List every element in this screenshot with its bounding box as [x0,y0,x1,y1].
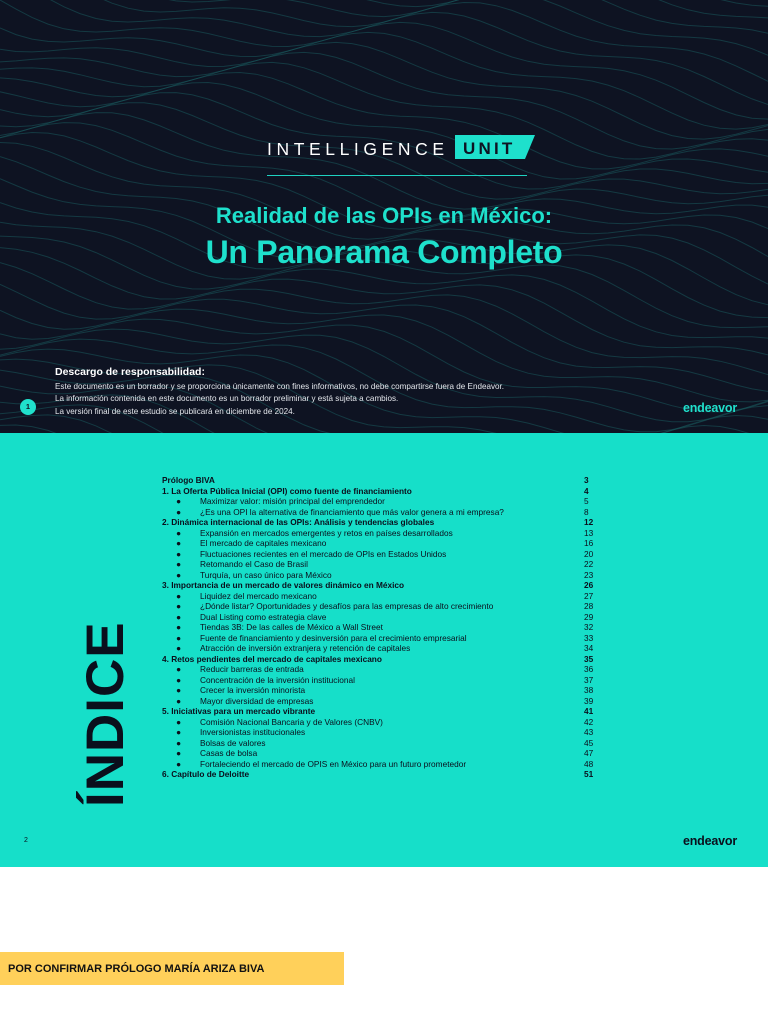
disclaimer-line: Este documento es un borrador y se proporciona únicamente con fines informativos, no debe compartirse fuera de Endeavor. [55,382,505,391]
bullet-icon: ● [176,727,182,737]
toc-subsection-row [162,612,602,623]
toc-entry-label: 5. Iniciativas para un mercado vibrante [162,706,316,716]
disclaimer-heading: Descargo de responsabilidad: [55,366,205,378]
bullet-icon: ● [176,716,182,727]
toc-entry-label: Bolsas de valores [200,737,266,748]
page-number-badge: 1 [20,399,36,415]
toc-entry-label: Dual Listing como estrategia clave [200,611,327,622]
page-number: 2 [24,837,28,844]
bullet-icon: ● [176,611,182,622]
toc-entry-page: 27 [584,590,594,601]
toc-entry-label: Fortaleciendo el mercado de OPIS en México para un futuro prometedor [200,758,467,769]
toc-entry-label: Reducir barreras de entrada [200,664,304,674]
bullet-icon: ● [176,748,182,758]
toc-entry-label: 4. Retos pendientes del mercado de capitales mexicano [162,653,382,664]
toc-entry-page: 35 [584,653,594,664]
toc-entry-page: 3 [584,475,589,485]
toc-subsection-row [162,643,602,654]
toc-entry-label: Retomando el Caso de Brasil [200,559,308,569]
bullet-icon: ● [176,632,182,643]
toc-section-row [162,769,602,780]
toc-subsection-row [162,738,602,749]
toc-entry-label: 6. Capítulo de Deloitte [162,769,250,779]
bullet-icon: ● [176,758,182,769]
toc-entry-page: 33 [584,632,594,643]
toc-section-row [162,706,602,717]
toc-entry-label: ¿Es una OPI la alternativa de financiamiento que más valor genera a mi empresa? [200,506,504,517]
toc-entry-label: Maximizar valor: misión principal del emprendedor [200,496,385,506]
cover-page [0,0,768,433]
index-heading: ÍNDICE [76,621,135,807]
toc-entry-page: 26 [584,580,594,590]
index-page [0,433,768,867]
disclaimer-line: La versión final de este estudio se publicará en diciembre de 2024. [55,406,295,416]
toc-entry-label: Atracción de inversión extranjera y retención de capitales [200,643,411,653]
toc-entry-label: Fuente de financiamiento y desinversión para el crecimiento empresarial [200,632,467,643]
toc-entry-page: 22 [584,559,594,569]
toc-subsection-row [162,622,602,633]
toc-entry-page: 4 [584,485,589,496]
toc-subsection-row [162,633,602,644]
toc-subsection-row [162,549,602,560]
toc-subsection-row [162,696,602,707]
toc-entry-page: 38 [584,685,594,695]
bullet-icon: ● [176,695,182,706]
toc-entry-label: Tiendas 3B: De las calles de México a Wall Street [200,622,383,632]
toc-entry-label: ¿Dónde listar? Oportunidades y desafíos para las empresas de alto crecimiento [200,601,494,611]
toc-subsection-row [162,507,602,518]
brand-divider [267,175,527,176]
toc-entry-page: 28 [584,601,594,611]
toc-entry-page: 45 [584,737,594,748]
bullet-icon: ● [176,506,182,517]
toc-subsection-row [162,675,602,686]
toc-entry-label: El mercado de capitales mexicano [200,538,327,548]
bullet-icon: ● [176,527,182,538]
toc-entry-label: 1. La Oferta Pública Inicial (OPI) como fuente de financiamiento [162,485,412,496]
bullet-icon: ● [176,674,182,685]
brand-tag-badge [455,135,535,159]
toc-subsection-row [162,717,602,728]
toc-entry-page: 8 [584,506,589,517]
toc-entry-label: Casas de bolsa [200,748,258,758]
toc-section-row [162,486,602,497]
toc-subsection-row [162,664,602,675]
toc-entry-page: 23 [584,569,594,580]
toc-entry-label: Expansión en mercados emergentes y retos en países desarrollados [200,527,453,538]
toc-section-row [162,475,602,486]
bullet-icon: ● [176,643,182,653]
toc-entry-label: Inversionistas institucionales [200,727,306,737]
bullet-icon: ● [176,569,182,580]
toc-subsection-row [162,727,602,738]
endeavor-logo: endeavor [683,834,737,848]
intelligence-unit-brand [0,135,768,165]
brand-tag-text: UNIT [463,139,516,158]
toc-entry-page: 20 [584,548,594,559]
toc-entry-page: 37 [584,674,594,685]
toc-entry-label: Comisión Nacional Bancaria y de Valores (CNBV) [200,716,383,727]
index-heading-wrapper [76,613,136,807]
bullet-icon: ● [176,538,182,548]
bullet-icon: ● [176,496,182,506]
toc-subsection-row [162,759,602,770]
toc-entry-page: 13 [584,527,594,538]
toc-entry-label: 3. Importancia de un mercado de valores dinámico en México [162,580,405,590]
toc-subsection-row [162,570,602,581]
toc-entry-page: 42 [584,716,594,727]
bullet-icon: ● [176,622,182,632]
toc-entry-page: 34 [584,643,594,653]
toc-subsection-row [162,496,602,507]
toc-entry-page: 48 [584,758,594,769]
toc-entry-label: Prólogo BIVA [162,475,215,485]
bullet-icon: ● [176,601,182,611]
toc-subsection-row [162,591,602,602]
toc-entry-page: 43 [584,727,594,737]
table-of-contents [162,475,602,780]
pending-note-banner [0,952,344,985]
toc-subsection-row [162,538,602,549]
cover-title: Realidad de las OPIs en México: [215,203,553,228]
toc-entry-page: 5 [584,496,589,506]
toc-entry-label: Concentración de la inversión institucional [200,674,355,685]
toc-entry-label: Turquía, un caso único para México [200,569,332,580]
toc-entry-page: 47 [584,748,594,758]
toc-entry-label: 2. Dinámica internacional de las OPIs: Análisis y tendencias globales [162,517,435,527]
pending-note-text: POR CONFIRMAR PRÓLOGO MARÍA ARIZA BIVA [8,963,265,975]
toc-entry-label: Mayor diversidad de empresas [200,695,314,706]
toc-section-row [162,580,602,591]
bullet-icon: ● [176,685,182,695]
toc-entry-page: 12 [584,517,594,527]
bullet-icon: ● [176,737,182,748]
bullet-icon: ● [176,664,182,674]
bullet-icon: ● [176,548,182,559]
toc-section-row [162,654,602,665]
toc-entry-label: Crecer la inversión minorista [200,685,306,695]
toc-entry-page: 39 [584,695,594,706]
toc-section-row [162,517,602,528]
bullet-icon: ● [176,590,182,601]
bullet-icon: ● [176,559,182,569]
toc-entry-page: 29 [584,611,594,622]
toc-subsection-row [162,528,602,539]
disclaimer-block [55,366,504,418]
toc-subsection-row [162,559,602,570]
cover-subtitle: Un Panorama Completo [205,234,563,270]
toc-subsection-row [162,685,602,696]
toc-entry-page: 36 [584,664,594,674]
toc-subsection-row [162,748,602,759]
toc-entry-page: 51 [584,769,594,779]
toc-subsection-row [162,601,602,612]
toc-entry-page: 41 [584,706,594,716]
disclaimer-line: La información contenida en este documento es un borrador preliminar y está sujeta a cambios. [55,394,399,404]
endeavor-logo: endeavor [683,401,737,415]
toc-entry-label: Liquidez del mercado mexicano [200,590,317,601]
toc-entry-page: 16 [584,538,594,548]
brand-main-text: INTELLIGENCE [267,139,449,159]
toc-entry-page: 32 [584,622,594,632]
toc-entry-label: Fluctuaciones recientes en el mercado de OPIs en Estados Unidos [200,548,447,559]
